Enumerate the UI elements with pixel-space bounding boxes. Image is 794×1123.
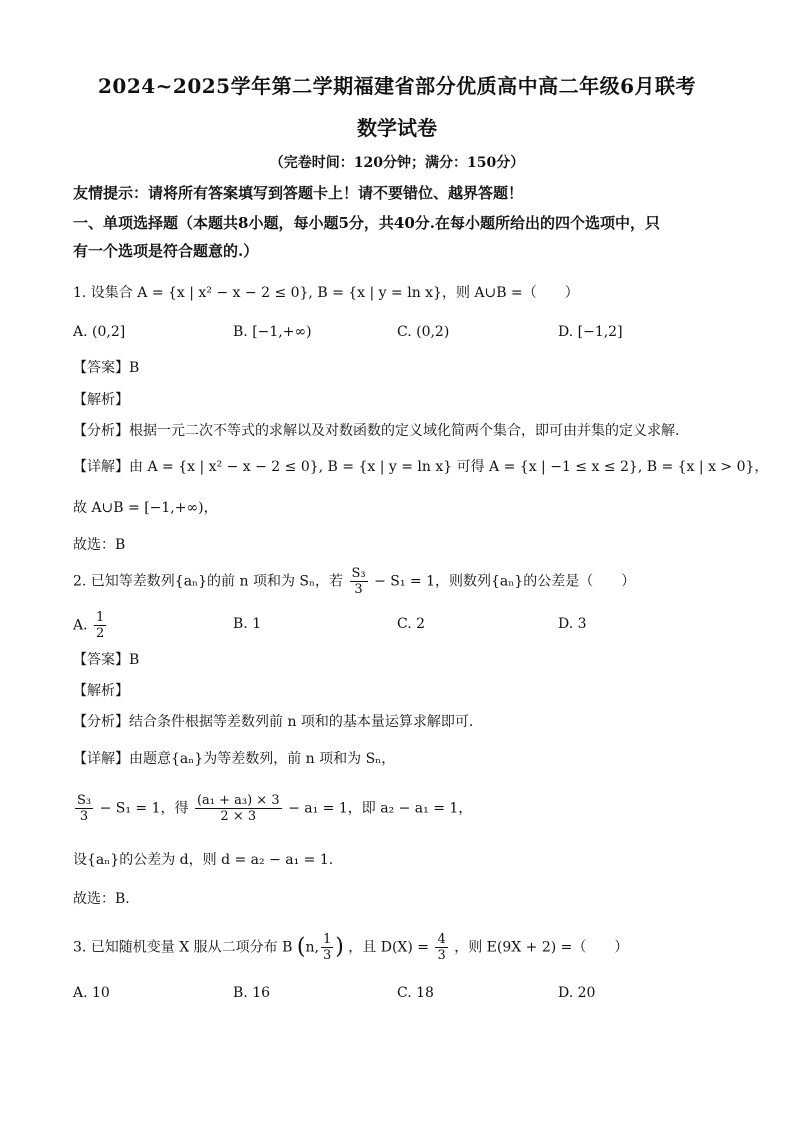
q3-d-den: 3 bbox=[437, 948, 446, 963]
q1-stem: 1. 设集合 A = {x | x² − x − 2 ≤ 0}, B = {x | y = ln x}，则 A∪B =（ ） bbox=[73, 285, 579, 301]
q1-option-c: C. (0,2) bbox=[397, 324, 450, 340]
q2-stem-end: − S₁ = 1，则数列{aₙ}的公差是（ ） bbox=[374, 573, 636, 590]
q2-choice: 故选：B. bbox=[73, 891, 130, 907]
q1-option-d: D. [−1,2] bbox=[558, 324, 623, 340]
q2-equation bbox=[73, 793, 472, 824]
q2-eq-mid: − S₁ = 1，得 bbox=[99, 800, 189, 817]
q2-option-a-den: 2 bbox=[96, 626, 105, 641]
q2-analysis: 【分析】结合条件根据等差数列前 n 项和的基本量运算求解即可. bbox=[73, 714, 474, 730]
q1-choice: 故选：B bbox=[73, 537, 126, 553]
q2-eq-den-2: 2 × 3 bbox=[220, 809, 257, 824]
q2-detail: 【详解】由题意{aₙ}为等差数列，前 n 项和为 Sₙ， bbox=[73, 751, 396, 767]
q2-stem-frac-num: S₃ bbox=[351, 566, 366, 581]
q2-option-a-num: 1 bbox=[96, 610, 105, 625]
q3-binom-fraction bbox=[321, 932, 333, 963]
q2-eq-end: − a₁ = 1，即 a₂ − a₁ = 1， bbox=[288, 800, 473, 817]
q3-option-c: C. 18 bbox=[397, 985, 434, 1001]
q3-option-a: A. 10 bbox=[73, 985, 110, 1001]
q3-stem-start: 3. 已知随机变量 X 服从二项分布 B bbox=[73, 939, 293, 956]
q3-binom-n: n, bbox=[305, 939, 319, 956]
q1-answer: 【答案】B bbox=[73, 360, 140, 376]
q2-eq-fraction-2 bbox=[195, 793, 282, 824]
q2-stem bbox=[73, 566, 635, 597]
q2-option-b: B. 1 bbox=[233, 616, 262, 632]
q2-eq-num-1: S₃ bbox=[77, 793, 92, 808]
q3-binom-den: 3 bbox=[322, 948, 332, 963]
q1-analysis: 【分析】根据一元二次不等式的求解以及对数函数的定义域化简两个集合，即可由并集的定义求解. bbox=[73, 423, 680, 439]
q2-analysis-label: 【解析】 bbox=[73, 683, 129, 699]
q2-option-a-fraction bbox=[94, 610, 106, 641]
q3-paren-left: ( bbox=[296, 934, 306, 960]
q1-analysis-label: 【解析】 bbox=[73, 392, 129, 408]
q3-option-b: B. 16 bbox=[233, 985, 271, 1001]
q2-eq-num-2: (a₁ + a₃) × 3 bbox=[196, 793, 280, 808]
q2-option-c: C. 2 bbox=[397, 616, 426, 632]
exam-title: 2024~2025学年第二学期福建省部分优质高中高二年级6月联考 bbox=[97, 74, 696, 98]
q2-option-a-label: A. bbox=[73, 617, 88, 634]
q2-stem-fraction bbox=[350, 566, 368, 597]
section-heading-line1: 一、单项选择题（本题共8小题，每小题5分，共40分.在每小题所给出的四个选项中，只 bbox=[73, 214, 660, 232]
q2-option-d: D. 3 bbox=[558, 616, 587, 632]
q3-d-num: 4 bbox=[437, 932, 446, 947]
q1-conclusion: 故 A∪B = [−1,+∞)， bbox=[73, 500, 218, 516]
q3-stem bbox=[73, 932, 628, 963]
q3-paren-right: ) bbox=[335, 934, 344, 960]
q1-option-a: A. (0,2] bbox=[73, 324, 126, 340]
q3-binom-num: 1 bbox=[322, 932, 332, 947]
q2-eq-fraction-1 bbox=[75, 793, 93, 824]
exam-subtitle: 数学试卷 bbox=[357, 116, 437, 140]
q2-stem-frac-den: 3 bbox=[354, 582, 363, 597]
notice: 友情提示：请将所有答案填写到答题卡上！请不要错位、越界答题！ bbox=[73, 184, 524, 202]
section-heading-line2: 有一个选项是符合题意的.） bbox=[73, 242, 259, 260]
q3-d-fraction bbox=[435, 932, 447, 963]
q2-option-a bbox=[73, 610, 108, 641]
exam-info: （完卷时间：120分钟；满分：150分） bbox=[269, 155, 525, 171]
q1-option-b: B. [−1,+∞) bbox=[233, 324, 312, 340]
q2-conclusion: 设{aₙ}的公差为 d，则 d = a₂ − a₁ = 1. bbox=[73, 852, 334, 868]
q2-answer: 【答案】B bbox=[73, 652, 140, 668]
q2-stem-start: 2. 已知等差数列{aₙ}的前 n 项和为 Sₙ，若 bbox=[73, 573, 344, 590]
q3-stem-end: ，则 E(9X + 2) =（ ） bbox=[454, 939, 629, 956]
q1-detail: 【详解】由 A = {x | x² − x − 2 ≤ 0}, B = {x | y = ln x} 可得 A = {x | −1 ≤ x ≤ 2}, B = {x | x > 0}， bbox=[73, 459, 769, 475]
q3-option-d: D. 20 bbox=[558, 985, 596, 1001]
q2-eq-den-1: 3 bbox=[79, 809, 89, 824]
q3-stem-mid: ，且 D(X) = bbox=[348, 939, 430, 956]
